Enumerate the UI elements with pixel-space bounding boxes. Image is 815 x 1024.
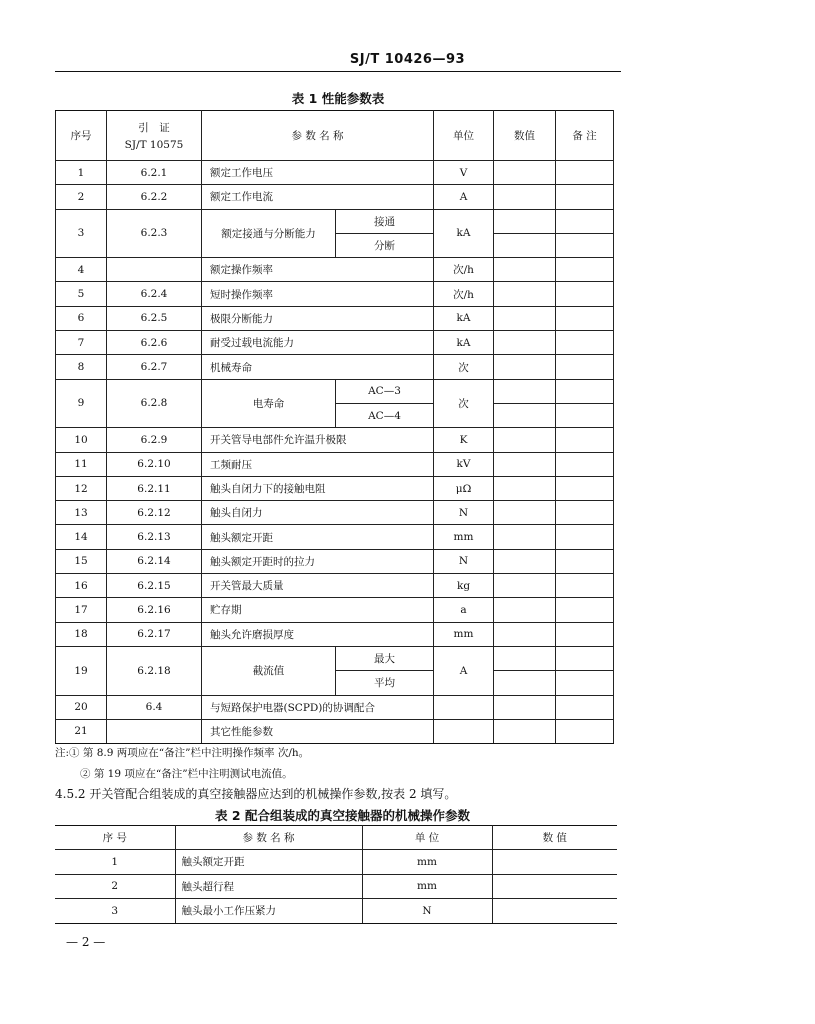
cell-remark [556, 258, 614, 282]
cell-ref: 6.2.7 [107, 355, 202, 379]
cell-sub-param: 最大 [336, 646, 434, 670]
cell-remark [556, 622, 614, 646]
cell-param-name: 截流值 [202, 646, 336, 695]
cell-unit: 次/h [434, 282, 494, 306]
header-ref [107, 111, 202, 161]
cell-seq: 1 [56, 161, 107, 185]
cell-remark [556, 282, 614, 306]
cell-seq: 11 [56, 452, 107, 476]
cell-ref: 6.2.1 [107, 161, 202, 185]
t2-header-unit: 单 位 [362, 826, 492, 850]
cell-unit: 次 [434, 379, 494, 428]
cell-value [494, 306, 556, 330]
cell-unit: kg [434, 574, 494, 598]
table-row [56, 185, 614, 209]
cell-seq: 2 [55, 874, 175, 899]
cell-ref: 6.2.5 [107, 306, 202, 330]
cell-seq: 5 [56, 282, 107, 306]
section-4-5-2-paragraph: 4.5.2 开关管配合组装成的真空接触器应达到的机械操作参数,按表 2 填写。 [55, 787, 457, 801]
cell-seq: 3 [55, 899, 175, 924]
cell-param-name: 触头自闭力下的接触电阻 [202, 476, 434, 500]
header-unit: 单位 [434, 111, 494, 161]
table-row [56, 282, 614, 306]
table-row [56, 306, 614, 330]
cell-value [494, 622, 556, 646]
cell-unit: mm [434, 622, 494, 646]
cell-seq: 6 [56, 306, 107, 330]
cell-value [492, 899, 617, 924]
cell-unit: A [434, 185, 494, 209]
cell-remark [556, 379, 614, 403]
cell-seq: 16 [56, 574, 107, 598]
cell-remark [556, 525, 614, 549]
table-row [56, 209, 614, 233]
cell-ref: 6.2.6 [107, 331, 202, 355]
t2-header-param: 参 数 名 称 [175, 826, 362, 850]
cell-param-name: 与短路保护电器(SCPD)的协调配合 [202, 695, 434, 719]
cell-param-name: 额定工作电流 [202, 185, 434, 209]
cell-value [494, 719, 556, 743]
cell-param-name: 触头额定开距 [202, 525, 434, 549]
cell-ref: 6.4 [107, 695, 202, 719]
cell-param-name: 额定工作电压 [202, 161, 434, 185]
table-row [56, 549, 614, 573]
table-row [56, 574, 614, 598]
cell-seq: 21 [56, 719, 107, 743]
cell-sub-param: AC—3 [336, 379, 434, 403]
cell-seq: 2 [56, 185, 107, 209]
t2-header-value: 数 值 [492, 826, 617, 850]
cell-seq: 10 [56, 428, 107, 452]
cell-param-name: 极限分断能力 [202, 306, 434, 330]
cell-seq: 8 [56, 355, 107, 379]
cell-unit: kA [434, 306, 494, 330]
cell-param-name: 触头超行程 [175, 874, 362, 899]
cell-param-name: 开关管导电部件允许温升极限 [202, 428, 434, 452]
header-ref-line1: 引 证 [138, 122, 170, 134]
cell-value [494, 355, 556, 379]
cell-value [494, 185, 556, 209]
cell-unit: mm [362, 874, 492, 899]
t2-header-seq: 序 号 [55, 826, 175, 850]
cell-seq: 3 [56, 209, 107, 258]
cell-value [494, 258, 556, 282]
cell-sub-param: 接通 [336, 209, 434, 233]
cell-param-name: 其它性能参数 [202, 719, 434, 743]
cell-param-name: 额定接通与分断能力 [202, 209, 336, 258]
cell-remark [556, 355, 614, 379]
cell-remark [556, 574, 614, 598]
cell-ref: 6.2.16 [107, 598, 202, 622]
table-row [56, 331, 614, 355]
cell-unit: mm [434, 525, 494, 549]
header-ref-line2: SJ/T 10575 [124, 139, 184, 151]
cell-ref: 6.2.15 [107, 574, 202, 598]
table1-note-1: 注:① 第 8.9 两项应在“备注”栏中注明操作频率 次/h。 [55, 747, 310, 759]
page-number: — 2 — [66, 935, 106, 949]
cell-value [494, 331, 556, 355]
cell-unit [434, 719, 494, 743]
cell-remark [556, 161, 614, 185]
cell-unit: mm [362, 850, 492, 875]
cell-param-name: 短时操作频率 [202, 282, 434, 306]
table-row [56, 695, 614, 719]
table-row [56, 525, 614, 549]
cell-unit: V [434, 161, 494, 185]
cell-value [494, 598, 556, 622]
cell-param-name: 耐受过载电流能力 [202, 331, 434, 355]
cell-value [494, 209, 556, 233]
cell-remark [556, 233, 614, 257]
cell-ref: 6.2.9 [107, 428, 202, 452]
cell-sub-param: 平均 [336, 671, 434, 695]
cell-ref: 6.2.2 [107, 185, 202, 209]
cell-unit: N [362, 899, 492, 924]
cell-remark [556, 501, 614, 525]
table-row [56, 622, 614, 646]
cell-seq: 18 [56, 622, 107, 646]
cell-value [494, 379, 556, 403]
document-code-header: SJ/T 10426—93 [349, 52, 466, 67]
cell-value [494, 671, 556, 695]
mechanical-operation-table [55, 825, 617, 924]
cell-ref: 6.2.18 [107, 646, 202, 695]
cell-param-name: 开关管最大质量 [202, 574, 434, 598]
cell-remark [556, 306, 614, 330]
table-row [56, 646, 614, 670]
cell-remark [556, 476, 614, 500]
table2-caption: 表 2 配合组装成的真空接触器的机械操作参数 [215, 808, 470, 823]
cell-ref: 6.2.4 [107, 282, 202, 306]
table-row [56, 379, 614, 403]
cell-value [494, 646, 556, 670]
header-remark: 备 注 [556, 111, 614, 161]
table-row [56, 476, 614, 500]
cell-value [494, 428, 556, 452]
cell-param-name: 额定操作频率 [202, 258, 434, 282]
cell-unit: μΩ [434, 476, 494, 500]
cell-param-name: 触头允许磨损厚度 [202, 622, 434, 646]
table-row [56, 452, 614, 476]
cell-value [492, 874, 617, 899]
cell-value [494, 452, 556, 476]
table2-header-row [55, 826, 617, 850]
table-row [56, 501, 614, 525]
cell-value [494, 403, 556, 427]
table1-caption: 表 1 性能参数表 [291, 91, 385, 106]
cell-seq: 12 [56, 476, 107, 500]
cell-ref [107, 719, 202, 743]
cell-ref: 6.2.3 [107, 209, 202, 258]
cell-unit: kA [434, 331, 494, 355]
cell-unit: a [434, 598, 494, 622]
cell-remark [556, 403, 614, 427]
header-param: 参 数 名 称 [202, 111, 434, 161]
cell-unit: kA [434, 209, 494, 258]
cell-remark [556, 185, 614, 209]
cell-ref: 6.2.14 [107, 549, 202, 573]
cell-param-name: 触头额定开距 [175, 850, 362, 875]
table1-header-row [56, 111, 614, 161]
table-row [55, 899, 617, 924]
cell-sub-param: AC—4 [336, 403, 434, 427]
cell-param-name: 触头自闭力 [202, 501, 434, 525]
cell-value [494, 574, 556, 598]
table-row [56, 355, 614, 379]
cell-unit: kV [434, 452, 494, 476]
cell-ref: 6.2.12 [107, 501, 202, 525]
cell-seq: 15 [56, 549, 107, 573]
cell-seq: 14 [56, 525, 107, 549]
cell-ref: 6.2.17 [107, 622, 202, 646]
cell-seq: 9 [56, 379, 107, 428]
cell-seq: 13 [56, 501, 107, 525]
cell-seq: 7 [56, 331, 107, 355]
header-seq: 序号 [56, 111, 107, 161]
cell-seq: 4 [56, 258, 107, 282]
cell-remark [556, 671, 614, 695]
table-row [56, 719, 614, 743]
cell-param-name: 触头最小工作压紧力 [175, 899, 362, 924]
table-row [56, 258, 614, 282]
cell-sub-param: 分断 [336, 233, 434, 257]
cell-value [494, 282, 556, 306]
cell-seq: 17 [56, 598, 107, 622]
cell-remark [556, 452, 614, 476]
cell-unit: N [434, 501, 494, 525]
cell-value [494, 501, 556, 525]
table1-note-2: ② 第 19 项应在“备注”栏中注明测试电流值。 [80, 768, 293, 780]
table-row [56, 161, 614, 185]
table-row [56, 428, 614, 452]
table-row [56, 598, 614, 622]
cell-remark [556, 209, 614, 233]
cell-value [494, 525, 556, 549]
cell-unit: 次/h [434, 258, 494, 282]
cell-remark [556, 598, 614, 622]
cell-seq: 19 [56, 646, 107, 695]
cell-seq: 20 [56, 695, 107, 719]
cell-remark [556, 428, 614, 452]
cell-remark [556, 646, 614, 670]
performance-parameter-table [55, 110, 614, 744]
cell-remark [556, 549, 614, 573]
cell-ref: 6.2.10 [107, 452, 202, 476]
header-value: 数值 [494, 111, 556, 161]
cell-unit: K [434, 428, 494, 452]
cell-ref: 6.2.11 [107, 476, 202, 500]
cell-ref: 6.2.8 [107, 379, 202, 428]
cell-value [494, 549, 556, 573]
cell-unit: A [434, 646, 494, 695]
cell-value [494, 476, 556, 500]
cell-ref [107, 258, 202, 282]
cell-remark [556, 331, 614, 355]
cell-unit [434, 695, 494, 719]
table-row [55, 850, 617, 875]
cell-param-name: 工频耐压 [202, 452, 434, 476]
header-rule [55, 71, 621, 72]
cell-param-name: 贮存期 [202, 598, 434, 622]
cell-unit: 次 [434, 355, 494, 379]
cell-value [494, 695, 556, 719]
cell-param-name: 触头额定开距时的拉力 [202, 549, 434, 573]
cell-remark [556, 695, 614, 719]
cell-value [492, 850, 617, 875]
cell-ref: 6.2.13 [107, 525, 202, 549]
cell-remark [556, 719, 614, 743]
cell-value [494, 233, 556, 257]
table-row [55, 874, 617, 899]
cell-param-name: 电寿命 [202, 379, 336, 428]
cell-unit: N [434, 549, 494, 573]
cell-seq: 1 [55, 850, 175, 875]
cell-param-name: 机械寿命 [202, 355, 434, 379]
cell-value [494, 161, 556, 185]
